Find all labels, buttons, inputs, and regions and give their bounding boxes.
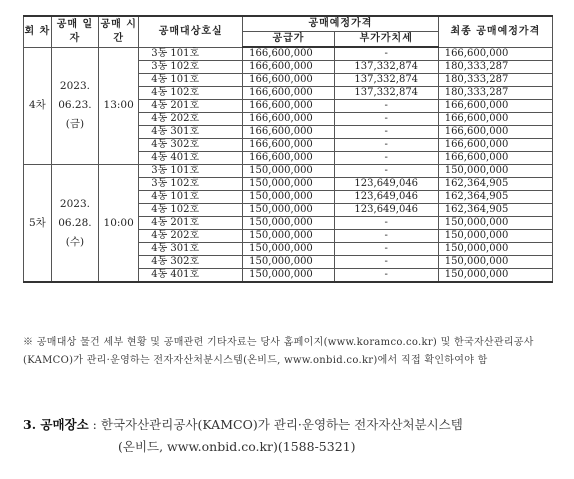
final-price-cell: 162,364,905 xyxy=(438,178,552,191)
round-cell: 5차 xyxy=(24,165,52,283)
vat-cell: - xyxy=(334,217,438,230)
place-line2: (온비드, www.onbid.co.kr)(1588-5321) xyxy=(118,439,356,454)
final-price-cell: 166,600,000 xyxy=(438,126,552,139)
vat-cell: - xyxy=(334,165,438,178)
table-row xyxy=(24,47,553,61)
vat-cell: - xyxy=(334,47,438,61)
vat-cell: - xyxy=(334,126,438,139)
table-row xyxy=(24,165,553,178)
vat-cell: - xyxy=(334,113,438,126)
unit-cell: 4동 101호 xyxy=(139,74,243,87)
supply-price-cell: 166,600,000 xyxy=(243,74,335,87)
vat-cell: 123,649,046 xyxy=(334,191,438,204)
final-price-cell: 166,600,000 xyxy=(438,47,552,61)
unit-cell: 4동 202호 xyxy=(139,113,243,126)
final-price-cell: 166,600,000 xyxy=(438,139,552,152)
unit-cell: 4동 301호 xyxy=(139,126,243,139)
unit-cell: 4동 101호 xyxy=(139,191,243,204)
date-line: 06.23. xyxy=(58,99,92,112)
final-price-cell: 162,364,905 xyxy=(438,204,552,217)
final-price-cell: 150,000,000 xyxy=(438,165,552,178)
place-line1: 한국자산관리공사(KAMCO)가 관리·운영하는 전자자산처분시스템 xyxy=(100,417,463,432)
unit-cell: 4동 102호 xyxy=(139,87,243,100)
supply-price-cell: 166,600,000 xyxy=(243,152,335,165)
header-round: 회 차 xyxy=(24,16,52,47)
header-price-group: 공매예정가격 xyxy=(243,16,439,32)
supply-price-cell: 150,000,000 xyxy=(243,256,335,269)
supply-price-cell: 166,600,000 xyxy=(243,139,335,152)
supply-price-cell: 166,600,000 xyxy=(243,100,335,113)
unit-cell: 4동 201호 xyxy=(139,217,243,230)
supply-price-cell: 150,000,000 xyxy=(243,204,335,217)
place-label: 3. 공매장소 xyxy=(23,417,89,432)
vat-cell: 123,649,046 xyxy=(334,178,438,191)
vat-cell: 137,332,874 xyxy=(334,87,438,100)
vat-cell: 123,649,046 xyxy=(334,204,438,217)
unit-cell: 4동 302호 xyxy=(139,139,243,152)
header-vat: 부가가치세 xyxy=(334,32,438,48)
final-price-cell: 150,000,000 xyxy=(438,230,552,243)
unit-cell: 3동 101호 xyxy=(139,165,243,178)
time-cell: 10:00 xyxy=(99,165,139,283)
supply-price-cell: 150,000,000 xyxy=(243,243,335,256)
vat-cell: - xyxy=(334,100,438,113)
final-price-cell: 180,333,287 xyxy=(438,61,552,74)
vat-cell: 137,332,874 xyxy=(334,61,438,74)
vat-cell: 137,332,874 xyxy=(334,74,438,87)
round-cell: 4차 xyxy=(24,47,52,165)
vat-cell: - xyxy=(334,269,438,283)
supply-price-cell: 166,600,000 xyxy=(243,126,335,139)
supply-price-cell: 150,000,000 xyxy=(243,165,335,178)
vat-cell: - xyxy=(334,256,438,269)
unit-cell: 3동 101호 xyxy=(139,47,243,61)
final-price-cell: 150,000,000 xyxy=(438,217,552,230)
time-cell: 13:00 xyxy=(99,47,139,165)
header-supply: 공급가 xyxy=(243,32,335,48)
date-line: 2023. xyxy=(59,80,90,93)
date-line: (금) xyxy=(65,118,85,131)
vat-cell: - xyxy=(334,152,438,165)
unit-cell: 3동 102호 xyxy=(139,61,243,74)
final-price-cell: 162,364,905 xyxy=(438,191,552,204)
auction-place xyxy=(23,414,563,458)
vat-cell: - xyxy=(334,139,438,152)
final-price-cell: 166,600,000 xyxy=(438,113,552,126)
final-price-cell: 166,600,000 xyxy=(438,100,552,113)
vat-cell: - xyxy=(334,230,438,243)
unit-cell: 4동 202호 xyxy=(139,230,243,243)
date-cell xyxy=(51,47,98,165)
unit-cell: 4동 401호 xyxy=(139,269,243,283)
supply-price-cell: 150,000,000 xyxy=(243,230,335,243)
supply-price-cell: 166,600,000 xyxy=(243,113,335,126)
schedule-body xyxy=(24,47,553,282)
date-line: 06.28. xyxy=(58,216,92,229)
unit-cell: 4동 302호 xyxy=(139,256,243,269)
unit-cell: 4동 201호 xyxy=(139,100,243,113)
supply-price-cell: 150,000,000 xyxy=(243,178,335,191)
unit-cell: 4동 401호 xyxy=(139,152,243,165)
date-cell xyxy=(51,165,98,283)
unit-cell: 3동 102호 xyxy=(139,178,243,191)
note-text: ※ 공매대상 물건 세부 현황 및 공매관련 기타자료는 당사 홈페이지(www.koramco.co.kr) 및 한국자산관리공사(KAMCO)가 관리·운영하는 전자자산처분시스템(온비드, www.onbid.co.kr)에서 직접 확인하여야 함 xyxy=(23,337,534,366)
place-separator: : xyxy=(88,417,101,432)
header-time: 공매 시간 xyxy=(99,16,139,47)
auction-schedule-table xyxy=(23,15,553,283)
supply-price-cell: 150,000,000 xyxy=(243,269,335,283)
final-price-cell: 180,333,287 xyxy=(438,74,552,87)
supply-price-cell: 166,600,000 xyxy=(243,47,335,61)
final-price-cell: 150,000,000 xyxy=(438,256,552,269)
date-line: (수) xyxy=(65,235,85,248)
supply-price-cell: 150,000,000 xyxy=(243,191,335,204)
supply-price-cell: 150,000,000 xyxy=(243,217,335,230)
supply-price-cell: 166,600,000 xyxy=(243,61,335,74)
unit-cell: 4동 102호 xyxy=(139,204,243,217)
final-price-cell: 166,600,000 xyxy=(438,152,552,165)
final-price-cell: 150,000,000 xyxy=(438,269,552,283)
date-line: 2023. xyxy=(59,197,90,210)
header-date: 공매 일자 xyxy=(51,16,98,47)
header-unit: 공매대상호실 xyxy=(139,16,243,47)
final-price-cell: 180,333,287 xyxy=(438,87,552,100)
header-final-price: 최종 공매예정가격 xyxy=(438,16,552,47)
supply-price-cell: 166,600,000 xyxy=(243,87,335,100)
vat-cell: - xyxy=(334,243,438,256)
unit-cell: 4동 301호 xyxy=(139,243,243,256)
final-price-cell: 150,000,000 xyxy=(438,243,552,256)
